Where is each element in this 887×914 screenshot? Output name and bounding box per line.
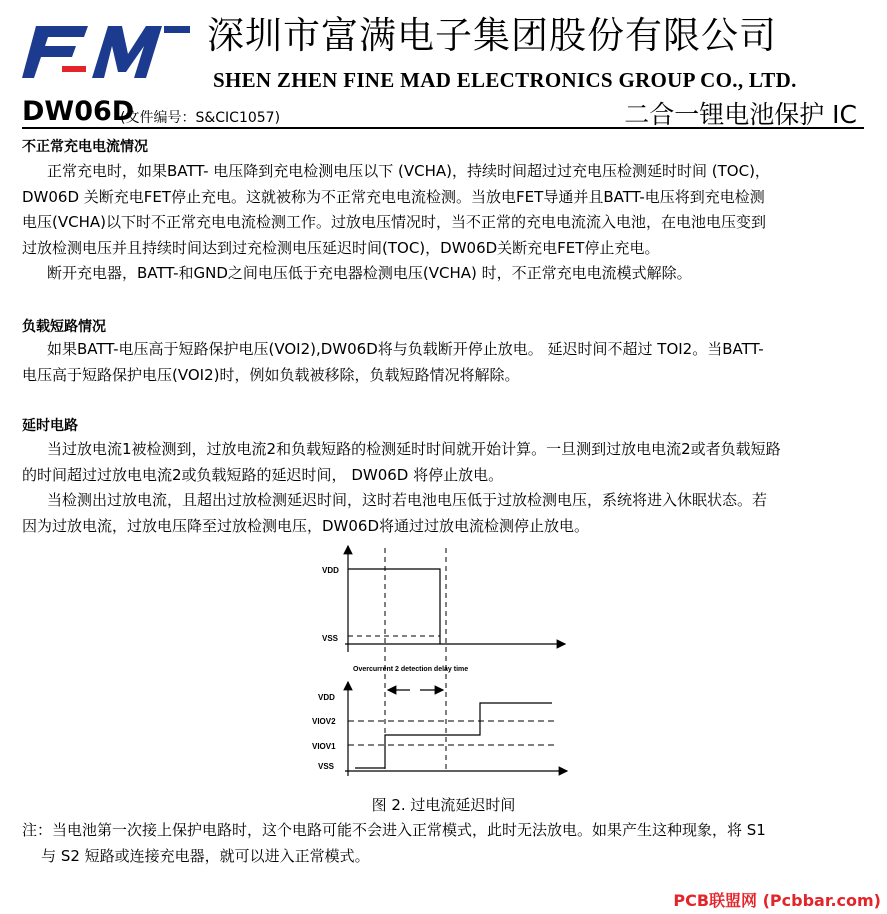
paragraph-load-short xyxy=(22,337,870,388)
paragraph-abnormal-charge xyxy=(22,159,870,287)
lower-viov1-label: VIOV1 xyxy=(312,742,336,751)
text-line: 正常充电时，如果BATT- 电压降到充电检测电压以下 (VCHA)，持续时间超过过充电压检测延时时间 (TOC)， xyxy=(47,162,770,180)
upper-vdd-label: VDD xyxy=(322,566,339,575)
text-line: 当检测出过放电流，且超出过放检测延迟时间，这时若电池电压低于过放检测电压，系统将进入休眠状态。若 xyxy=(47,491,768,509)
text-line: 过放检测电压并且持续时间达到过充检测电压延迟时间(TOC)，DW06D关断充电FET停止充电。 xyxy=(22,238,660,257)
section-title-load-short: 负载短路情况 xyxy=(22,319,106,335)
document-subtitle: 二合一锂电池保护 IC xyxy=(624,100,857,129)
company-logo xyxy=(22,22,192,80)
text-line: 当过放电流1被检测到，过放电流2和负载短路的检测延时时间就开始计算。一旦测到过放电电流2或者负载短路 xyxy=(47,440,781,458)
lower-vss-label: VSS xyxy=(318,762,335,771)
text-line: 电压高于短路保护电压(VOI2)时，例如负载被移除，负载短路情况将解除。 xyxy=(22,365,520,384)
timing-diagram xyxy=(300,540,580,780)
upper-signal xyxy=(348,569,440,644)
lower-waveform xyxy=(312,682,567,776)
section-title-abnormal-charge: 不正常充电电流情况 xyxy=(22,139,148,155)
text-line: 如果BATT-电压高于短路保护电压(VOI2),DW06D将与负载断开停止放电。 延迟时间不超过 TOI2。当BATT- xyxy=(47,340,764,358)
lower-vdd-label: VDD xyxy=(318,693,335,702)
paragraph-delay-circuit xyxy=(22,437,870,539)
text-line: 电压(VCHA)以下时不正常充电电流检测工作。过放电压情况时，当不正常的充电电流流入电池，在电池电压变到 xyxy=(22,213,766,231)
header-divider xyxy=(22,127,864,129)
figure-caption: 图 2. 过电流延迟时间 xyxy=(371,796,516,814)
part-number: DW06D xyxy=(22,96,135,127)
upper-waveform xyxy=(322,546,565,652)
note xyxy=(22,818,766,869)
text-line: 的时间超过过放电电流2或负载短路的延迟时间， DW06D 将停止放电。 xyxy=(22,465,504,484)
watermark: PCB联盟网 (Pcbbar.com) xyxy=(673,891,881,910)
text-line: 因为过放电流，过放电压降至过放检测电压，DW06D将通过过放电流检测停止放电。 xyxy=(22,516,590,535)
lower-viov2-label: VIOV2 xyxy=(312,717,336,726)
note-line: 与 S2 短路或连接充电器，就可以进入正常模式。 xyxy=(22,846,370,865)
text-line: 断开充电器，BATT-和GND之间电压低于充电器检测电压(VCHA) 时，不正常充电电流模式解除。 xyxy=(47,264,692,282)
note-line: 注：当电池第一次接上保护电路时，这个电路可能不会进入正常模式，此时无法放电。如果产生这种现象，将 S1 xyxy=(22,821,766,839)
upper-vss-label: VSS xyxy=(322,634,339,643)
doc-number: (文件编号：S&CIC1057) xyxy=(120,110,281,126)
text-line: DW06D 关断充电FET停止充电。这就被称为不正常充电电流检测。当放电FET导通并且BATT-电压将到充电检测 xyxy=(22,187,765,206)
company-name-cn: 深圳市富满电子集团股份有限公司 xyxy=(207,14,777,57)
section-title-delay-circuit: 延时电路 xyxy=(22,418,78,434)
company-name-en: SHEN ZHEN FINE MAD ELECTRONICS GROUP CO., LTD. xyxy=(213,68,797,92)
delay-time-label: Overcurrent 2 detection delay time xyxy=(353,666,469,673)
